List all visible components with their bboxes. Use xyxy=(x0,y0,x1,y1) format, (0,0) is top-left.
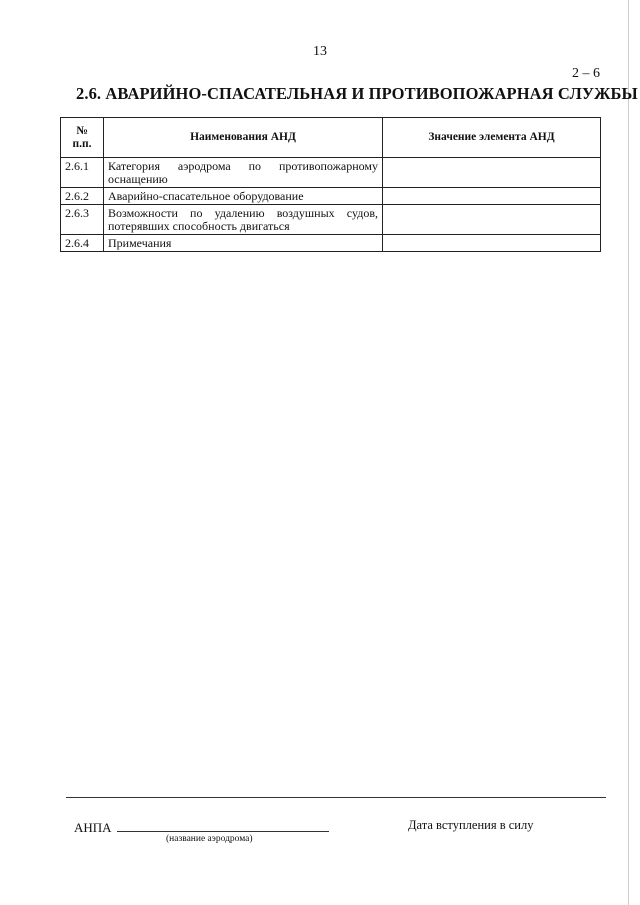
section-title: 2.6. АВАРИЙНО-СПАСАТЕЛЬНАЯ И ПРОТИВОПОЖАРНАЯ СЛУЖБЫ xyxy=(76,84,638,103)
row-number: 2.6.1 xyxy=(61,158,104,188)
page-edge xyxy=(628,0,629,905)
anpa-label: АНПА xyxy=(74,820,112,835)
table-row xyxy=(61,188,601,205)
header-number xyxy=(61,118,104,158)
row-value[interactable] xyxy=(383,158,601,188)
row-number: 2.6.2 xyxy=(61,188,104,205)
row-value[interactable] xyxy=(383,235,601,252)
header-value: Значение элемента АНД xyxy=(383,118,601,158)
row-name: Аварийно-спасательное оборудование xyxy=(104,188,383,205)
row-name: Возможности по удалению воздушных судов, потерявших способность двигаться xyxy=(104,205,383,235)
aerodrome-name-line xyxy=(117,831,329,832)
table-row xyxy=(61,158,601,188)
row-value[interactable] xyxy=(383,188,601,205)
row-name: Примечания xyxy=(104,235,383,252)
header-number-abbr: п.п. xyxy=(72,137,92,150)
row-number: 2.6.4 xyxy=(61,235,104,252)
effective-date-label: Дата вступления в силу xyxy=(408,818,534,832)
page-number: 13 xyxy=(313,44,327,59)
table-header-row xyxy=(61,118,601,158)
form-code: 2 – 6 xyxy=(572,66,600,81)
header-name: Наименования АНД xyxy=(104,118,383,158)
aerodrome-name-caption: (название аэродрома) xyxy=(166,834,253,844)
table-row xyxy=(61,235,601,252)
row-name: Категория аэродрома по противопожарному оснащению xyxy=(104,158,383,188)
row-number: 2.6.3 xyxy=(61,205,104,235)
footer-divider xyxy=(66,797,606,798)
header-number-symbol: № xyxy=(76,124,88,137)
table-row xyxy=(61,205,601,235)
row-value[interactable] xyxy=(383,205,601,235)
aip-table xyxy=(60,117,601,252)
